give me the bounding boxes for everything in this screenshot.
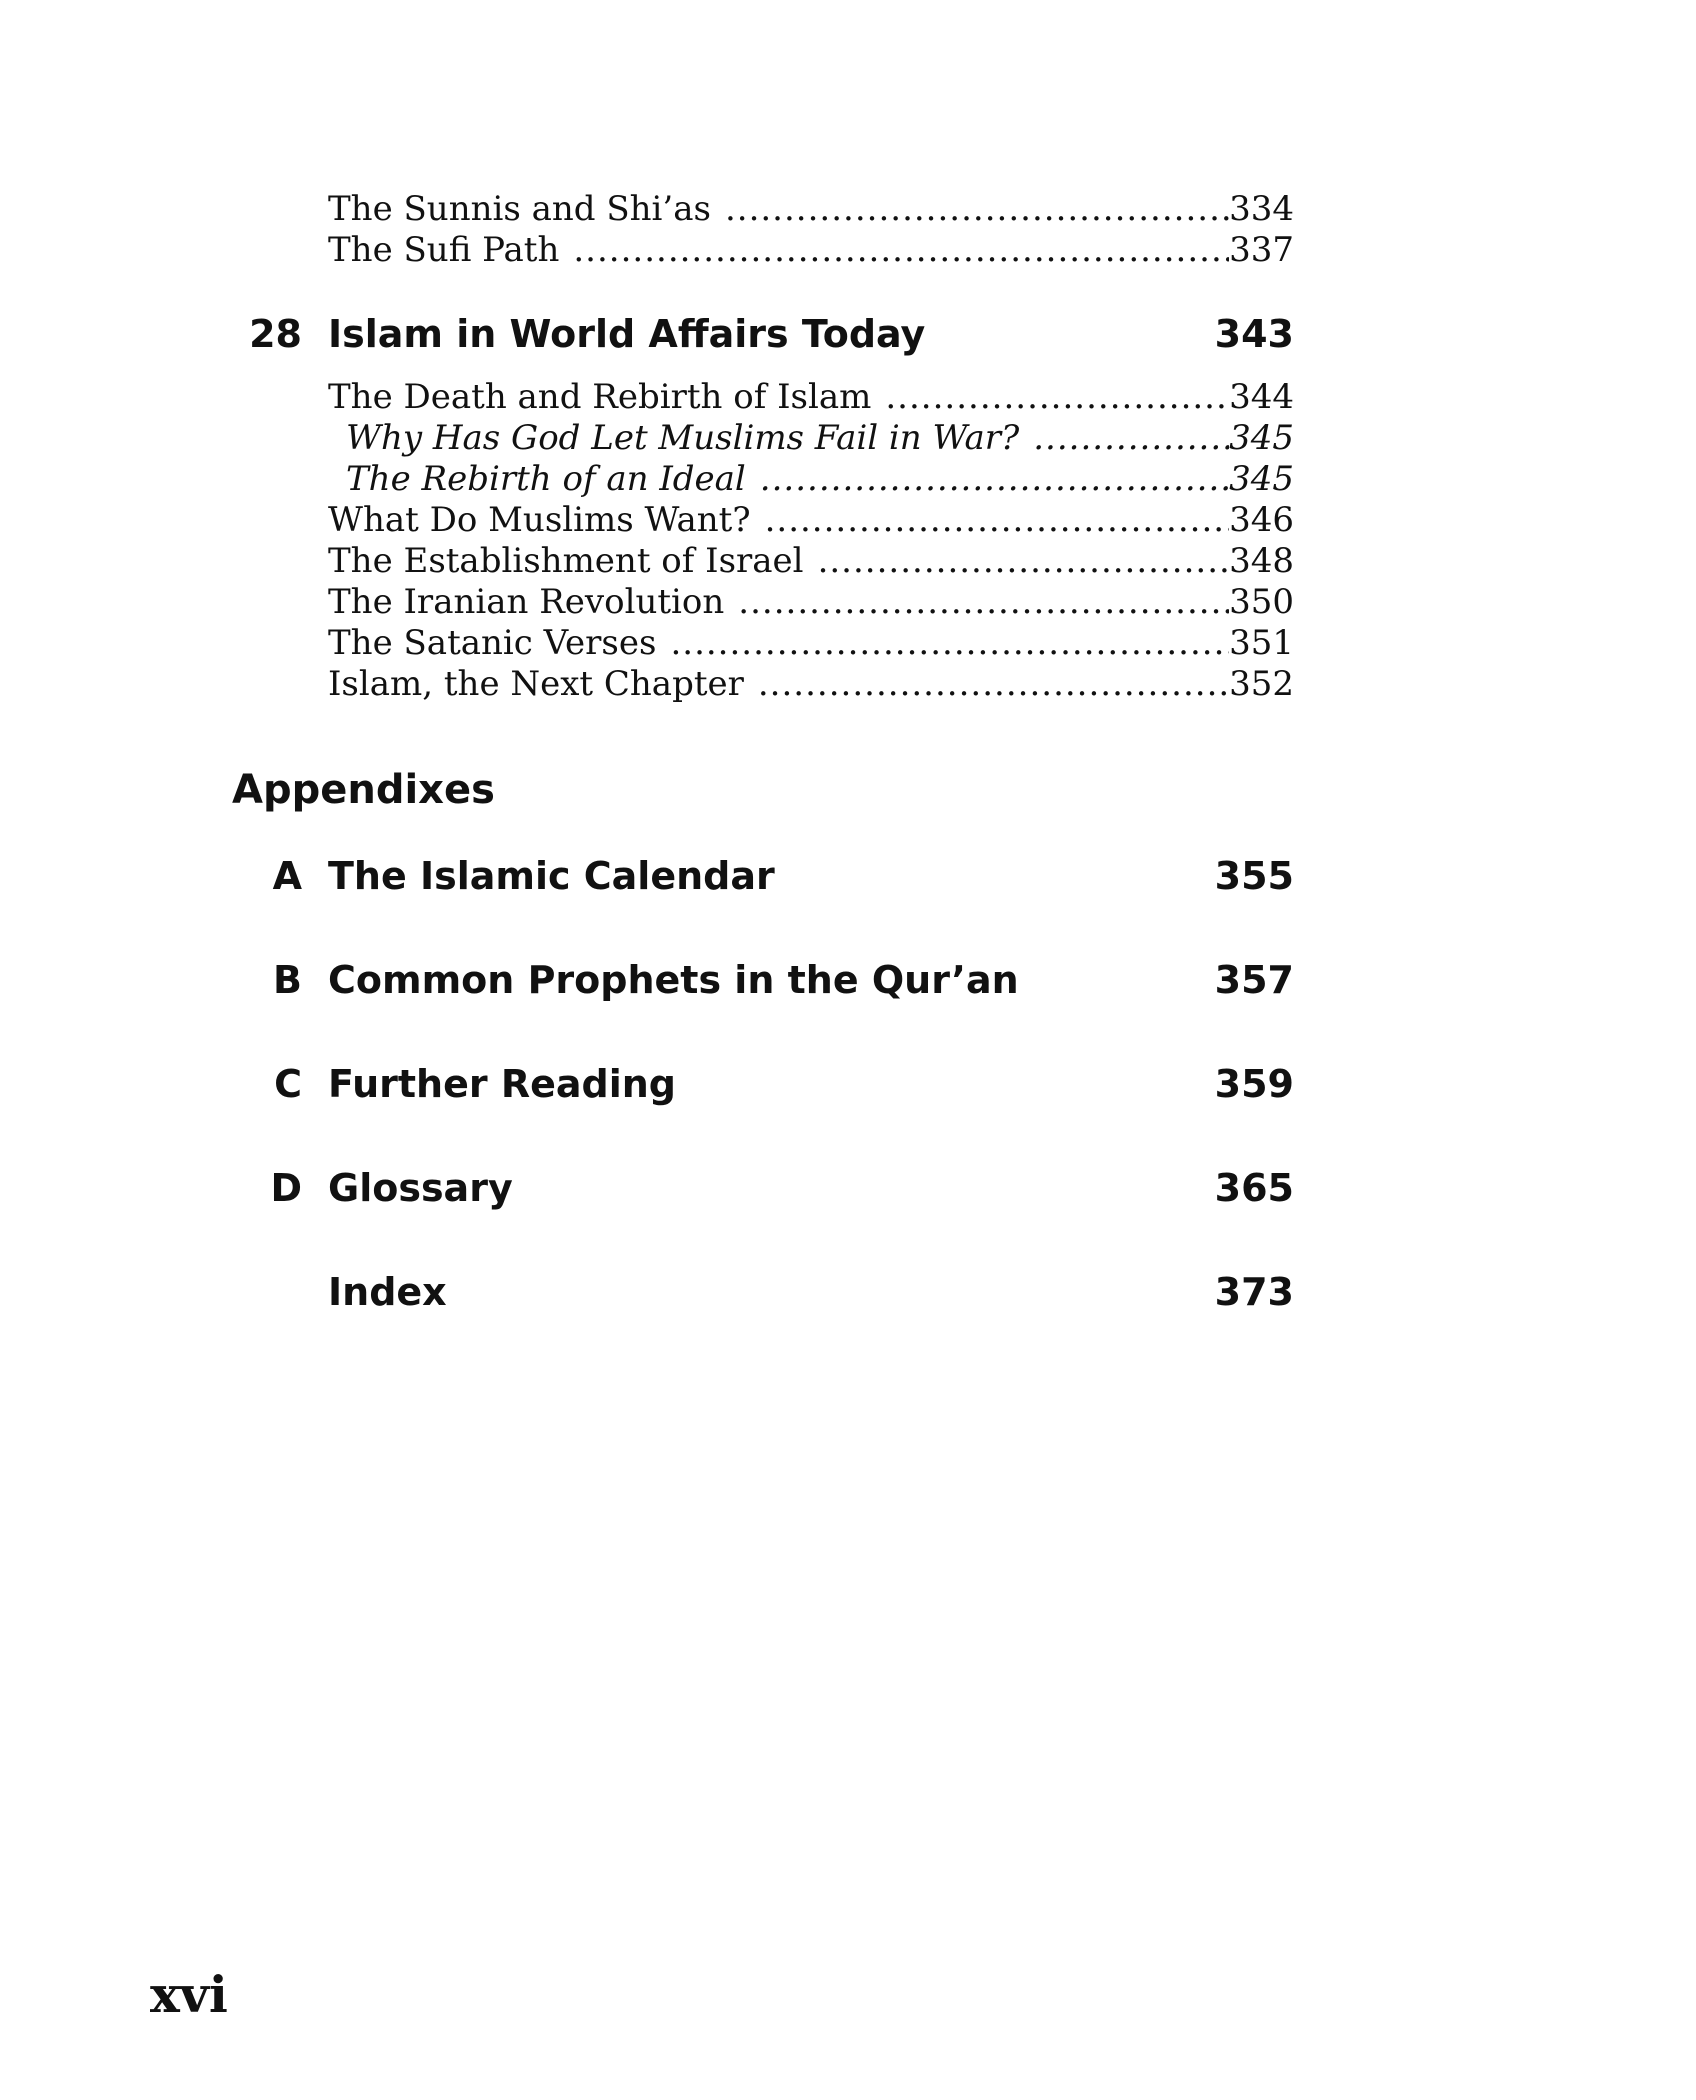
appendix-title[interactable]: The Islamic Calendar <box>328 854 775 898</box>
appendix-letter: D <box>270 1166 302 1210</box>
entry-title: The Establishment of Israel <box>328 541 804 581</box>
entry-title: The Satanic Verses <box>328 623 657 663</box>
dot-leader <box>758 663 1229 705</box>
dot-leader <box>738 581 1229 623</box>
dot-leader <box>818 540 1230 582</box>
toc-entry[interactable] <box>328 581 1294 623</box>
entry-page: 345 <box>1229 418 1294 458</box>
appendix-letter: A <box>272 854 302 898</box>
entry-title: The Death and Rebirth of Islam <box>328 377 872 417</box>
entry-page: 348 <box>1229 541 1294 581</box>
appendix-title[interactable]: Further Reading <box>328 1062 676 1106</box>
entry-page: 344 <box>1229 377 1294 417</box>
appendix-page: 365 <box>1214 1166 1294 1210</box>
chapter-page: 343 <box>1214 312 1294 356</box>
entry-page: 337 <box>1229 230 1294 270</box>
toc-entry[interactable] <box>328 622 1294 664</box>
entry-title: Why Has God Let Muslims Fail in War? <box>346 418 1020 458</box>
index-page: 373 <box>1214 1270 1294 1314</box>
toc-subentry[interactable] <box>346 417 1294 459</box>
toc-entry[interactable] <box>328 540 1294 582</box>
appendix-title[interactable]: Common Prophets in the Qur’an <box>328 958 1019 1002</box>
page-number: xvi <box>150 1965 228 2024</box>
toc-entry[interactable] <box>328 376 1294 418</box>
appendix-letter: B <box>273 958 302 1002</box>
chapter-title[interactable]: Islam in World Affairs Today <box>328 312 926 356</box>
dot-leader <box>765 499 1230 541</box>
dot-leader <box>760 458 1229 500</box>
appendix-title[interactable]: Glossary <box>328 1166 513 1210</box>
entry-page: 350 <box>1229 582 1294 622</box>
dot-leader <box>670 622 1229 664</box>
entry-page: 351 <box>1229 623 1294 663</box>
entry-title: Islam, the Next Chapter <box>328 664 744 704</box>
entry-title: The Sunnis and Shi’as <box>328 189 711 229</box>
dot-leader <box>885 376 1229 418</box>
appendix-page: 357 <box>1214 958 1294 1002</box>
appendix-letter: C <box>274 1062 302 1106</box>
dot-leader <box>725 188 1229 230</box>
dot-leader <box>1033 417 1229 459</box>
appendixes-heading: Appendixes <box>232 767 495 813</box>
toc-subentry[interactable] <box>346 458 1294 500</box>
toc-entry[interactable] <box>328 188 1294 230</box>
entry-title: The Rebirth of an Ideal <box>346 459 746 499</box>
dot-leader <box>573 229 1229 271</box>
entry-page: 345 <box>1229 459 1294 499</box>
entry-page: 346 <box>1229 500 1294 540</box>
toc-entry[interactable] <box>328 663 1294 705</box>
entry-title: The Iranian Revolution <box>328 582 725 622</box>
appendix-page: 359 <box>1214 1062 1294 1106</box>
toc-entry[interactable] <box>328 499 1294 541</box>
entry-title: What Do Muslims Want? <box>328 500 751 540</box>
index-title[interactable]: Index <box>328 1270 447 1314</box>
entry-page: 352 <box>1229 664 1294 704</box>
toc-entry[interactable] <box>328 229 1294 271</box>
appendix-page: 355 <box>1214 854 1294 898</box>
chapter-number: 28 <box>249 312 302 356</box>
entry-page: 334 <box>1229 189 1294 229</box>
entry-title: The Sufi Path <box>328 230 560 270</box>
